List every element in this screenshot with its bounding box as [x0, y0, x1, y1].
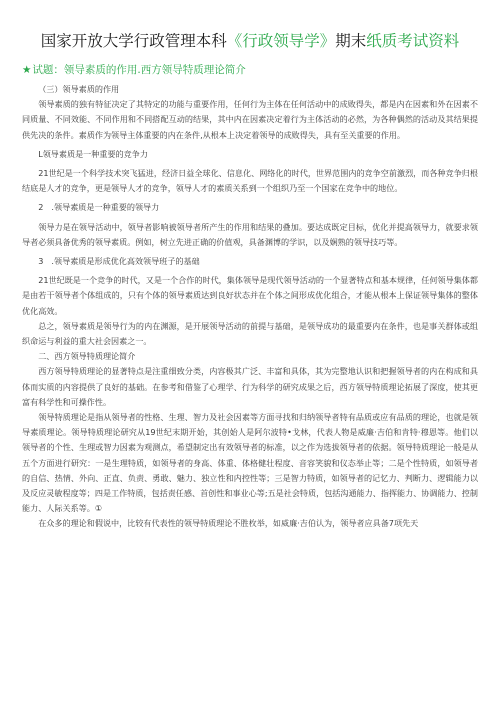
title-course-name: 《行政领导学》 [226, 32, 336, 50]
question-heading-text: 试题：领导素质的作用.西方领导特质理论简介 [32, 64, 246, 76]
paragraph: 在众多的理论和假说中，比较有代表性的领导特质理论不胜枚举，如威廉·吉伯认为，领导者应具备7项先天 [38, 518, 419, 529]
paragraph: 领导特质理论是指从领导者的性格、生理、智力及社会因素等方面寻找和归纳领导者特有品质或应有品质的理论，也就是领导素质理论。领导特质理论研究从19世纪末期开始，其创始人是阿尔波特•戈林，代表人物是威廉·吉伯和肯特·穆恩等。他们以领导者的个性、生理或智力因素为观测点，希望制定出有效领导者的标准，以之作为选拔领导者的依据。领导特质理论一般是从五个方面进行研究：一是生理特质，如领导者的身高、体重、体格健壮程度、音容笑貌和仪态举止等；二是个性特质，如领导者的自信、热情、外向、正直、负责、勇敢、魅力、独立性和内控性等；三是智力特质，如领导者的记忆力、判断力、逻辑能力以及反应灵敏程度等；四是工作特质，包括责任感、首创性和事业心等;五是社会特质，包括沟通能力、指挥能力、协调能力、控制能力、人际关系等。① [22, 412, 478, 514]
title-part-1: 国家开放大学行政管理本科 [40, 32, 227, 50]
title-part-4: 纸质考试资料 [366, 32, 460, 50]
paragraph: 领导素质的独有特征决定了其特定的功能与重要作用，任何行为主体在任何活动中的成败得失，都是内在因素和外在因素不同质量、不同效能、不同作用和不同搭配互动的结果，其中内在因素决定着行为主体活动的必然，为各种偶然的活动及其结果提供先决的条件。素质作为领导主体重要的内在条件,从根本上决定着领导的成败得失，具有至关重要的作用。 [22, 99, 478, 140]
question-heading [22, 62, 478, 78]
paragraph: 总之，领导素质是领导行为的内在渊源，是开展领导活动的前提与基础，是领导成功的最重要内在条件，也是事关群体或组织命运与利益的重大社会因素之一。 [22, 320, 478, 347]
paragraph: 21世纪既是一个竞争的时代，又是一个合作的时代，集体领导是现代领导活动的一个显著特点和基本规律，任何领导集体都是由若干领导者个体组成的，只有个体的领导素质达到良好状态并在个体之间形成优化组合，才能从根本上保证领导集体的整体优化高效。 [22, 275, 478, 316]
paragraph: 领导力是在领导活动中，领导者影响被领导者所产生的作用和结果的叠加。要达成既定目标，优化并提高领导力，就要求领导者必须具备优秀的领导素质。例如，树立先进正确的价值观，具备渊博的学识，以及娴熟的领导技巧等。 [22, 221, 478, 247]
section-heading-western-theory: 二、西方领导特质理论简介 [38, 351, 136, 362]
paragraph: 21世纪是一个科学技术突飞猛进，经济日益全球化、信息化、网络化的时代，世界范围内的竞争空前激烈，而各种竞争归根结底是人才的竞争，更是领导人才的竞争，领导人才的素质关系到一个组织乃至一个国家在竞争中的地位。 [22, 168, 478, 194]
point-heading-2: 2 .领导素质是一种重要的领导力 [38, 202, 160, 213]
title-part-3: 期末 [335, 32, 367, 50]
point-heading-1: L领导素质是一种重要的竞争力 [38, 148, 148, 159]
document-title [22, 30, 478, 52]
star-icon: ★ [22, 64, 32, 76]
paragraph: 西方领导特质理论的显著特点是注重细致分类，内容极其广泛、丰富和具体，其为完整地认识和把握领导者的内在构成和具体而实质的内容提供了良好的基础。在参考和借鉴了心理学、行为科学的研究成果之后，西方领导特质理论拓展了深度，使其更富有科学性和可操作性。 [22, 366, 478, 407]
point-heading-3: 3 .领导素质是形成优化高效领导班子的基础 [38, 256, 200, 267]
section-heading-role: （三）领导素质的作用 [38, 84, 120, 94]
